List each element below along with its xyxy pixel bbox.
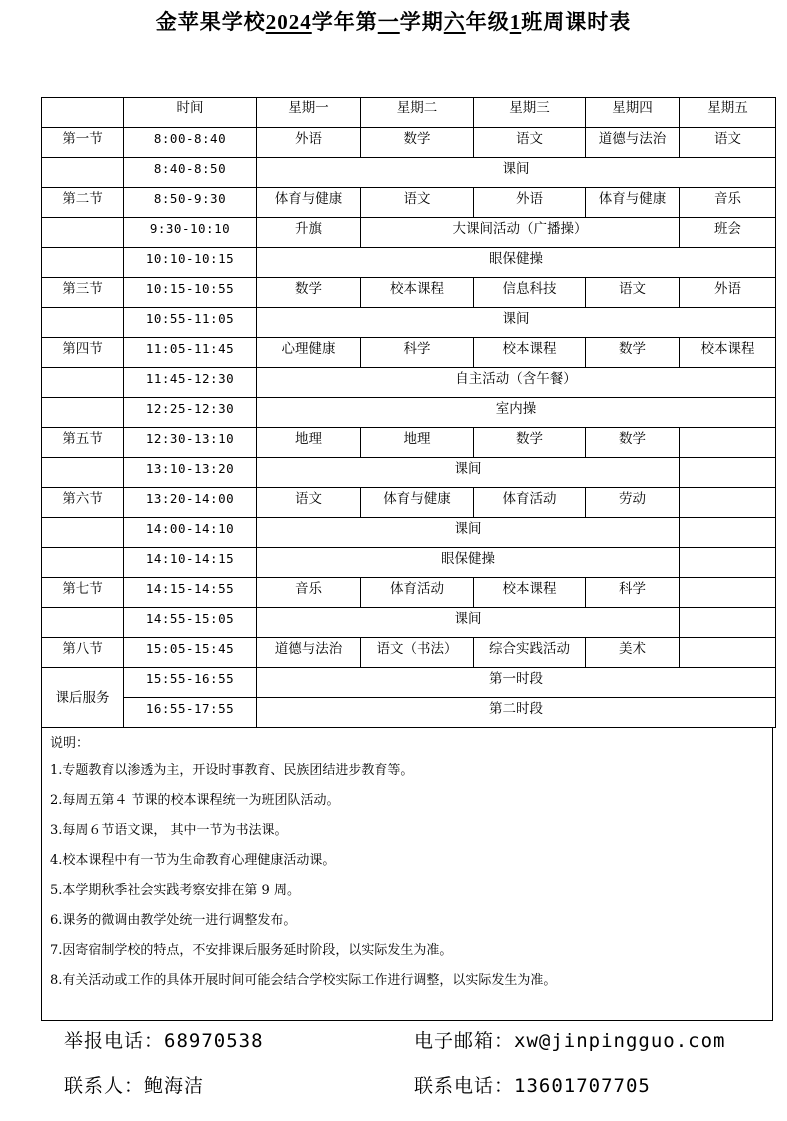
subject-cell: 道德与法治 <box>586 128 680 158</box>
title-mid1: 学年第 <box>311 9 378 34</box>
break-cell: 课间 <box>257 608 680 638</box>
empty-cell <box>680 548 776 578</box>
subject-cell: 地理 <box>361 428 474 458</box>
time-cell: 11:05-11:45 <box>124 338 257 368</box>
subject-cell <box>680 488 776 518</box>
table-row <box>42 308 776 338</box>
subject-cell: 数学 <box>586 428 680 458</box>
time-cell: 14:55-15:05 <box>124 608 257 638</box>
note-item: 3.每周６节语文课， 其中一节为书法课。 <box>50 823 288 838</box>
notes-box <box>41 728 773 1021</box>
subject-cell: 综合实践活动 <box>474 638 586 668</box>
time-cell: 15:05-15:45 <box>124 638 257 668</box>
title-mid2: 学期 <box>399 9 444 34</box>
subject-cell: 外语 <box>257 128 361 158</box>
subject-cell: 校本课程 <box>474 338 586 368</box>
time-cell: 11:45-12:30 <box>124 368 257 398</box>
subject-cell: 音乐 <box>680 188 776 218</box>
break-cell: 眼保健操 <box>257 548 680 578</box>
subject-cell <box>680 578 776 608</box>
empty-cell <box>680 608 776 638</box>
note-item: 2.每周五第４ 节课的校本课程统一为班团队活动。 <box>50 793 340 808</box>
empty-cell <box>680 458 776 488</box>
break-cell: 课间 <box>257 308 776 338</box>
subject-cell: 校本课程 <box>680 338 776 368</box>
header-row <box>42 98 776 128</box>
time-cell: 14:10-14:15 <box>124 548 257 578</box>
period-cell <box>42 248 124 278</box>
timetable <box>41 97 776 728</box>
subject-cell: 校本课程 <box>361 278 474 308</box>
title-term: 一 <box>377 9 400 34</box>
notes-heading: 说明： <box>50 736 90 751</box>
subject-cell: 外语 <box>474 188 586 218</box>
subject-cell: 语文 <box>257 488 361 518</box>
table-row <box>42 638 776 668</box>
title-class: 1 <box>509 10 522 34</box>
subject-cell: 语文（书法） <box>361 638 474 668</box>
title-suffix: 班周课时表 <box>521 9 632 34</box>
time-cell: 13:10-13:20 <box>124 458 257 488</box>
break-cell: 课间 <box>257 158 776 188</box>
subject-cell: 科学 <box>586 578 680 608</box>
after-school-row <box>42 698 776 728</box>
subject-cell: 科学 <box>361 338 474 368</box>
time-cell: 10:55-11:05 <box>124 308 257 338</box>
header-fri: 星期五 <box>680 98 776 128</box>
time-cell: 8:00-8:40 <box>124 128 257 158</box>
subject-cell: 劳动 <box>586 488 680 518</box>
period-cell <box>42 368 124 398</box>
subject-cell: 数学 <box>586 338 680 368</box>
page-title <box>0 6 787 36</box>
subject-cell: 体育活动 <box>361 578 474 608</box>
header-wed: 星期三 <box>474 98 586 128</box>
subject-cell: 道德与法治 <box>257 638 361 668</box>
table-row <box>42 548 776 578</box>
empty-cell <box>680 518 776 548</box>
note-item: 1.专题教育以渗透为主，开设时事教育、民族团结进步教育等。 <box>50 763 414 778</box>
note-item: 6.课务的微调由教学处统一进行调整发布。 <box>50 913 297 928</box>
contact-phone: 联系电话：13601707705 <box>414 1075 651 1097</box>
break-cell: 自主活动（含午餐） <box>257 368 776 398</box>
subject-cell <box>680 638 776 668</box>
table-row <box>42 188 776 218</box>
subject-cell: 音乐 <box>257 578 361 608</box>
subject-cell: 语文 <box>680 128 776 158</box>
header-time: 时间 <box>124 98 257 128</box>
note-item: 8.有关活动或工作的具体开展时间可能会结合学校实际工作进行调整，以实际发生为准。 <box>50 973 557 988</box>
period-cell: 第七节 <box>42 578 124 608</box>
table-row <box>42 488 776 518</box>
time-cell: 10:15-10:55 <box>124 278 257 308</box>
subject-cell: 班会 <box>680 218 776 248</box>
table-row <box>42 158 776 188</box>
report-phone: 举报电话：68970538 <box>64 1030 264 1052</box>
table-row <box>42 218 776 248</box>
table-row <box>42 458 776 488</box>
period-cell <box>42 548 124 578</box>
table-row <box>42 338 776 368</box>
subject-cell: 数学 <box>257 278 361 308</box>
after-school-slot: 第一时段 <box>257 668 776 698</box>
time-cell: 15:55-16:55 <box>124 668 257 698</box>
header-blank <box>42 98 124 128</box>
subject-cell: 语文 <box>361 188 474 218</box>
contact-person: 联系人：鲍海洁 <box>64 1075 205 1097</box>
period-cell: 第八节 <box>42 638 124 668</box>
subject-cell: 体育与健康 <box>361 488 474 518</box>
subject-cell: 美术 <box>586 638 680 668</box>
time-cell: 8:50-9:30 <box>124 188 257 218</box>
period-cell: 第三节 <box>42 278 124 308</box>
subject-cell: 信息科技 <box>474 278 586 308</box>
time-cell: 12:30-13:10 <box>124 428 257 458</box>
period-cell <box>42 518 124 548</box>
subject-cell: 校本课程 <box>474 578 586 608</box>
break-cell: 眼保健操 <box>257 248 776 278</box>
subject-cell: 体育活动 <box>474 488 586 518</box>
header-thu: 星期四 <box>586 98 680 128</box>
header-tue: 星期二 <box>361 98 474 128</box>
time-cell: 16:55-17:55 <box>124 698 257 728</box>
header-mon: 星期一 <box>257 98 361 128</box>
subject-cell <box>680 428 776 458</box>
period-cell: 第二节 <box>42 188 124 218</box>
period-cell <box>42 308 124 338</box>
after-school-label: 课后服务 <box>42 668 124 728</box>
timetable-body <box>42 98 776 728</box>
break-cell: 课间 <box>257 518 680 548</box>
period-cell: 第四节 <box>42 338 124 368</box>
subject-cell: 数学 <box>361 128 474 158</box>
subject-cell: 心理健康 <box>257 338 361 368</box>
break-cell: 室内操 <box>257 398 776 428</box>
period-cell <box>42 218 124 248</box>
table-row <box>42 368 776 398</box>
time-cell: 14:00-14:10 <box>124 518 257 548</box>
note-item: 7.因寄宿制学校的特点，不安排课后服务延时阶段，以实际发生为准。 <box>50 943 453 958</box>
period-cell <box>42 458 124 488</box>
period-cell: 第五节 <box>42 428 124 458</box>
table-row <box>42 248 776 278</box>
period-cell <box>42 608 124 638</box>
subject-cell: 数学 <box>474 428 586 458</box>
table-row <box>42 608 776 638</box>
note-item: 5.本学期秋季社会实践考察安排在第 9 周。 <box>50 883 300 898</box>
subject-cell: 语文 <box>474 128 586 158</box>
title-year: 2024 <box>265 10 312 34</box>
subject-cell: 语文 <box>586 278 680 308</box>
table-row <box>42 518 776 548</box>
period-cell <box>42 398 124 428</box>
table-row <box>42 398 776 428</box>
time-cell: 8:40-8:50 <box>124 158 257 188</box>
period-cell: 第一节 <box>42 128 124 158</box>
subject-cell: 体育与健康 <box>586 188 680 218</box>
subject-cell: 升旗 <box>257 218 361 248</box>
subject-cell: 外语 <box>680 278 776 308</box>
title-prefix: 金苹果学校 <box>155 9 266 34</box>
time-cell: 9:30-10:10 <box>124 218 257 248</box>
subject-cell: 地理 <box>257 428 361 458</box>
activity-cell: 大课间活动（广播操） <box>361 218 680 248</box>
table-row <box>42 428 776 458</box>
after-school-row <box>42 668 776 698</box>
time-cell: 13:20-14:00 <box>124 488 257 518</box>
title-grade: 六 <box>443 9 466 34</box>
table-row <box>42 278 776 308</box>
period-cell <box>42 158 124 188</box>
title-mid3: 年级 <box>465 9 510 34</box>
contact-email[interactable]: 电子邮箱：xw@jinpingguo.com <box>414 1030 726 1052</box>
time-cell: 14:15-14:55 <box>124 578 257 608</box>
break-cell: 课间 <box>257 458 680 488</box>
table-row <box>42 578 776 608</box>
after-school-slot: 第二时段 <box>257 698 776 728</box>
note-item: 4.校本课程中有一节为生命教育心理健康活动课。 <box>50 853 336 868</box>
subject-cell: 体育与健康 <box>257 188 361 218</box>
time-cell: 12:25-12:30 <box>124 398 257 428</box>
period-cell: 第六节 <box>42 488 124 518</box>
time-cell: 10:10-10:15 <box>124 248 257 278</box>
table-row <box>42 128 776 158</box>
